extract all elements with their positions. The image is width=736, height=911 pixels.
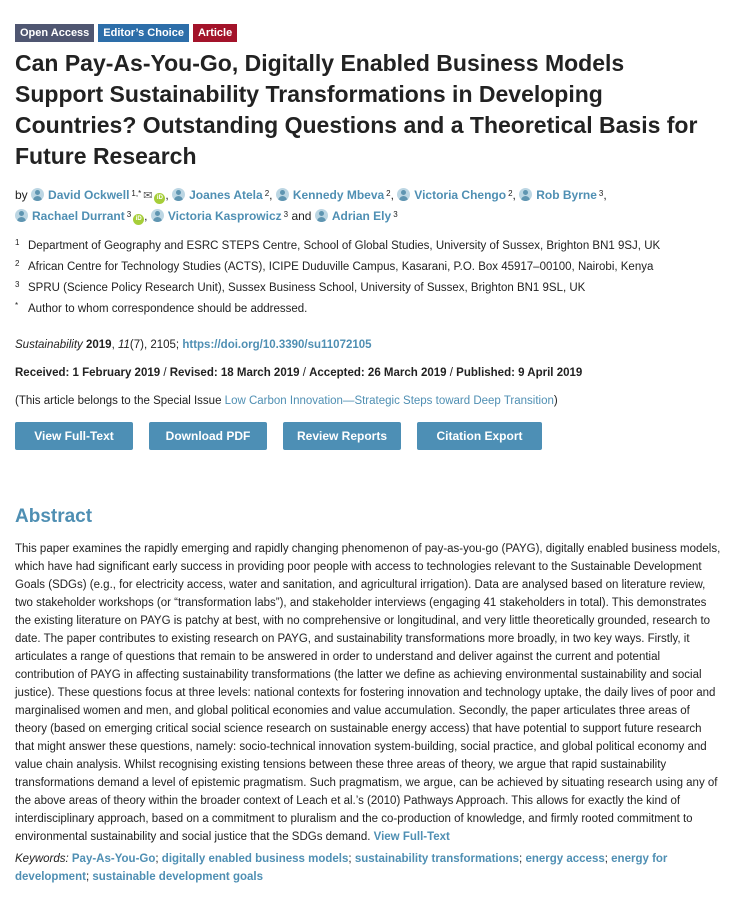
affiliation-text: Department of Geography and ESRC STEPS Centre, School of Global Studies, University of Sussex, Brighton BN1 9SJ, UK (28, 240, 661, 252)
author-david-ockwell[interactable] (31, 188, 165, 202)
special-issue-link[interactable]: Low Carbon Innovation—Strategic Steps toward Deep Transition (224, 395, 554, 407)
special-issue-note (15, 393, 721, 409)
author-victoria-kasprowicz[interactable] (151, 209, 288, 223)
keyword-link[interactable]: Pay-As-You-Go (71, 853, 156, 865)
affiliation-1 (15, 236, 721, 257)
article-badges (15, 24, 721, 42)
author-kennedy-mbeva[interactable] (276, 188, 391, 202)
author-profile-icon (172, 188, 185, 201)
and-label: and (291, 209, 312, 223)
author-rob-byrne[interactable] (519, 188, 603, 202)
orcid-icon[interactable]: iD (154, 193, 165, 204)
affiliation-number: * (15, 301, 19, 310)
publication-dates: Received: 1 February 2019 / Revised: 18 March 2019 / Accepted: 26 March 2019 / Published: 9 April 2019 (15, 367, 583, 379)
affiliation-number: 1 (15, 238, 20, 247)
review-reports-button[interactable]: Review Reports (283, 422, 401, 450)
doi-link[interactable]: https://doi.org/10.3390/su11072105 (182, 339, 372, 351)
author-profile-icon (519, 188, 532, 201)
keyword-link[interactable]: energy access (525, 853, 605, 865)
keyword-link[interactable]: energy for development (15, 853, 668, 883)
abstract-text: This paper examines the rapidly emerging and rapidly changing phenomenon of pay-as-you-go (PAYG), digitally enabled business models, which have had significant early success in providing poor people with access to technologies relevant to the Sustainable Development Goals (SDGs) (e.g., for electricity access, water and sanitation, and agricultural irrigation). Data are analysed based on literature review, two stakeholder workshops (or “transformation labs”), and stakeholder interviews (engaging 41 stakeholders in total). This demonstrates the existing literature on PAYG is patchy at best, with no comprehensive or longitudinal, and very little theoretically grounded, research to date. The paper contributes to existing research on PAYG, and sustainability transformations more broadly, in two key ways. Firstly, it articulates a range of questions that remain to be answered in order to understand and deliver against the current and potential contribution of PAYG in affecting sustainability transformations (the latter we define as achieving environmental sustainability and social justice). These questions focus at three levels: national contexts for fostering innovation and technology uptake, the daily lives of poor and marginalised women and men, and global political economies and value accumulation. Secondly, the paper articulates three areas of theory (based on emerging critical social science research on sustainable energy access) that have potential to support future research that might answer these questions, namely: socio-technical innovation system-building, social practice, and global political economy and value chain analysis. Whilst recognising existing tensions between these three areas of theory, we argue that rapid sustainability transformations demand a level of epistemic pragmatism. Such pragmatism, we argue, can be achieved by situating research using any of the above areas of theory within the broader context of Leach et al.’s (2010) Pathways Approach. This allows for exactly the kind of interdisciplinary approach, based on a commitment to pluralism and the co-production of knowledge, and firmly rooted commitment to environmental sustainability and social justice that the SDGs demand. (15, 543, 721, 843)
citation-line: Sustainability 2019, 11(7), 2105; https://doi.org/10.3390/su11072105 (15, 339, 372, 351)
citation-issue-pages: (7), 2105; (129, 339, 180, 351)
keywords-label: Keywords: (15, 853, 69, 865)
author-affiliation-sup: 3 (393, 210, 398, 219)
affiliation-text: African Centre for Technology Studies (ACTS), ICIPE Duduville Campus, Kasarani, P.O. Box 45917–00100, Nairobi, Kenya (28, 261, 654, 273)
affiliation-corresponding (15, 299, 721, 320)
author-affiliation-sup: 1,* (131, 189, 142, 198)
received-date: 1 February 2019 (72, 367, 161, 379)
author-profile-icon (15, 209, 28, 222)
download-pdf-button[interactable]: Download PDF (149, 422, 267, 450)
by-label: by (15, 188, 28, 202)
affiliation-3 (15, 278, 721, 299)
keyword-link[interactable]: sustainability transformations (354, 853, 520, 865)
author-affiliation-sup: 2 (508, 189, 513, 198)
keyword-separator: ; (519, 853, 523, 865)
accepted-label: Accepted: (309, 367, 365, 379)
author-victoria-chengo[interactable] (397, 188, 512, 202)
author-profile-icon (276, 188, 289, 201)
published-label: Published: (456, 367, 515, 379)
citation-export-button[interactable]: Citation Export (417, 422, 542, 450)
special-issue-prefix: (This article belongs to the Special Issue (15, 395, 222, 407)
affiliation-2 (15, 257, 721, 278)
keywords (15, 850, 721, 886)
mail-icon[interactable]: ✉ (143, 190, 153, 202)
accepted-date: 26 March 2019 (367, 367, 447, 379)
author-name[interactable]: David Ockwell (48, 188, 130, 202)
keyword-separator: ; (85, 871, 90, 883)
journal-name: Sustainability (15, 339, 83, 351)
keyword-separator: ; (348, 853, 352, 865)
keyword-link[interactable]: sustainable development goals (92, 871, 263, 883)
open-access-badge[interactable]: Open Access (15, 24, 94, 42)
revised-date: 18 March 2019 (220, 367, 300, 379)
keyword-separator: ; (155, 853, 159, 865)
orcid-icon[interactable]: iD (133, 214, 144, 225)
affiliation-text: SPRU (Science Policy Research Unit), Sussex Business School, University of Sussex, Brighton BN1 9SL, UK (28, 282, 586, 294)
affiliation-text: Author to whom correspondence should be addressed. (28, 303, 308, 315)
author-joanes-atela[interactable] (172, 188, 269, 202)
author-affiliation-sup: 2 (386, 189, 391, 198)
author-name[interactable]: Rachael Durrant (32, 209, 125, 223)
published-date: 9 April 2019 (518, 367, 583, 379)
author-affiliation-sup: 3 (126, 210, 132, 219)
article-type-badge: Article (193, 24, 237, 42)
revised-label: Revised: (169, 367, 218, 379)
abstract-heading: Abstract (15, 506, 93, 527)
author-rachael-durrant[interactable] (15, 209, 144, 223)
author-profile-icon (397, 188, 410, 201)
author-profile-icon (31, 188, 44, 201)
citation-year: 2019 (85, 339, 112, 351)
received-label: Received: (15, 367, 70, 379)
special-issue-suffix: ) (553, 395, 558, 407)
author-affiliation-sup: 2 (264, 189, 270, 198)
author-name[interactable]: Joanes Atela (189, 188, 263, 202)
abstract-body (15, 540, 721, 846)
author-name[interactable]: Victoria Chengo (414, 188, 507, 202)
article-title: Can Pay-As-You-Go, Digitally Enabled Business Models Support Sustainability Transformations in Developing Countries? Outstanding Questions and a Theoretical Basis for Future Research (15, 50, 698, 169)
author-profile-icon (151, 209, 164, 222)
keyword-separator: ; (604, 853, 608, 865)
author-adrian-ely[interactable] (315, 209, 398, 223)
author-name[interactable]: Rob Byrne (536, 188, 597, 202)
author-list: by David Ockwell $^{1,*}$ ✉ iD , Joanes Atela $^2$, Kennedy Mbeva $^2$, Victoria Chengo $^2$, Rob Byrne $^3$, Rachael Durrant $^3$ iD , Victoria Kasprowicz $^3$ and Adrian Ely $^3$ (15, 188, 607, 223)
author-profile-icon (315, 209, 328, 222)
abstract-view-full-text-link[interactable]: View Full-Text (373, 831, 450, 843)
affiliation-number: 3 (15, 280, 20, 289)
author-name[interactable]: Adrian Ely (331, 209, 392, 223)
article-action-buttons (15, 422, 721, 450)
author-affiliation-sup: 3 (283, 210, 289, 219)
editors-choice-badge[interactable]: Editor’s Choice (98, 24, 189, 42)
author-affiliation-sup: 3 (598, 189, 604, 198)
view-full-text-button[interactable]: View Full-Text (15, 422, 133, 450)
affiliations (15, 236, 721, 320)
author-name[interactable]: Victoria Kasprowicz (167, 209, 282, 223)
author-name[interactable]: Kennedy Mbeva (292, 188, 385, 202)
citation-volume: 11 (117, 339, 130, 351)
keyword-link[interactable]: digitally enabled business models (161, 853, 349, 865)
affiliation-number: 2 (15, 259, 20, 268)
